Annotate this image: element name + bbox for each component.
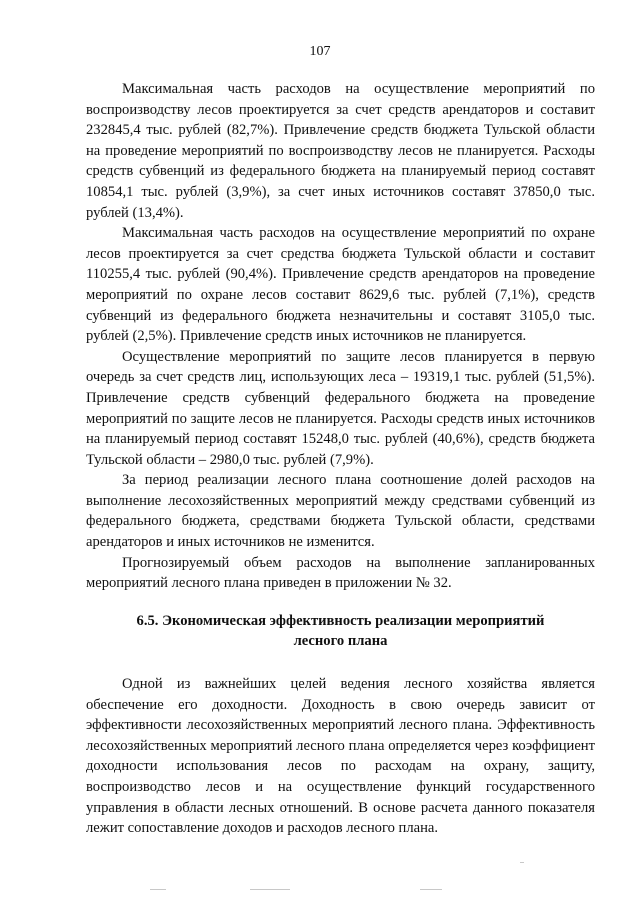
page-number: 107 [309, 44, 331, 59]
section-heading [86, 611, 595, 652]
paragraph-reproduction-costs: Максимальная часть расходов на осуществление мероприятий по воспроизводству лесов проектируется за счет средств арендаторов и составит 232845,4 тыс. рублей (82,7%). Привлечение средств бюджета Тульской области на проведение мероприятий по воспроизводству лесов не планируется. Расходы средств субвенций из федерального бюджета на планируемый период составят 10854,1 тыс. рублей (3,9%), за счет иных источников составят 37850,0 тыс. рублей (13,4%). [86, 81, 595, 221]
scan-artifact [420, 889, 442, 890]
document-body [86, 79, 595, 839]
paragraph-protection-costs: Максимальная часть расходов на осуществление мероприятий по охране лесов проектируется за счет средства бюджета Тульской области и составит 110255,4 тыс. рублей (90,4%). Привлечение средств арендаторов на проведение мероприятий по охране лесов составит 8629,6 тыс. рублей (7,1%), средств субвенций из федерального бюджета незначительны и составят 3105,0 тыс. рублей (2,5%). Привлечение средств иных источников не планируется. [86, 225, 595, 345]
section-heading-line-2: лесного плана [293, 633, 388, 650]
paragraph-economic-efficiency: Одной из важнейших целей ведения лесного хозяйства является обеспечение его доходности. Доходность в свою очередь зависит от эффективности лесохозяйственных мероприятий лесного плана. Эффективность лесохозяйственных мероприятий лесного плана определяется через коэффициент доходности использования лесов по расходам на охрану, защиту, воспроизводство лесов и на осуществление функций государственного управления в области лесных отношений. В основе расчета данного показателя лежит сопоставление доходов и расходов лесного плана. [86, 676, 595, 837]
section-heading-line-1: 6.5. Экономическая эффективность реализации мероприятий [136, 612, 545, 629]
paragraph-defense-costs: Осуществление мероприятий по защите лесов планируется в первую очередь за счет средств лиц, использующих леса – 19319,1 тыс. рублей (51,5%). Привлечение средств субвенций федерального бюджета на проведение мероприятий по защите лесов не планируется. Расходы средств иных источников на планируемый период составят 15248,0 тыс. рублей (40,6%), средств бюджета Тульской области – 2980,0 тыс. рублей (7,9%). [86, 348, 595, 468]
scan-artifact [520, 862, 524, 863]
scan-artifact [150, 889, 166, 890]
paragraph-cost-ratio: За период реализации лесного плана соотношение долей расходов на выполнение лесохозяйственных мероприятий между средствами субвенций из федерального бюджета, средствами бюджета Тульской области, средствами арендаторов и иных источников не изменится. [86, 472, 595, 551]
paragraph-forecast-volume: Прогнозируемый объем расходов на выполнение запланированных мероприятий лесного плана приведен в приложении № 32. [86, 554, 595, 592]
scan-artifact [250, 889, 290, 890]
